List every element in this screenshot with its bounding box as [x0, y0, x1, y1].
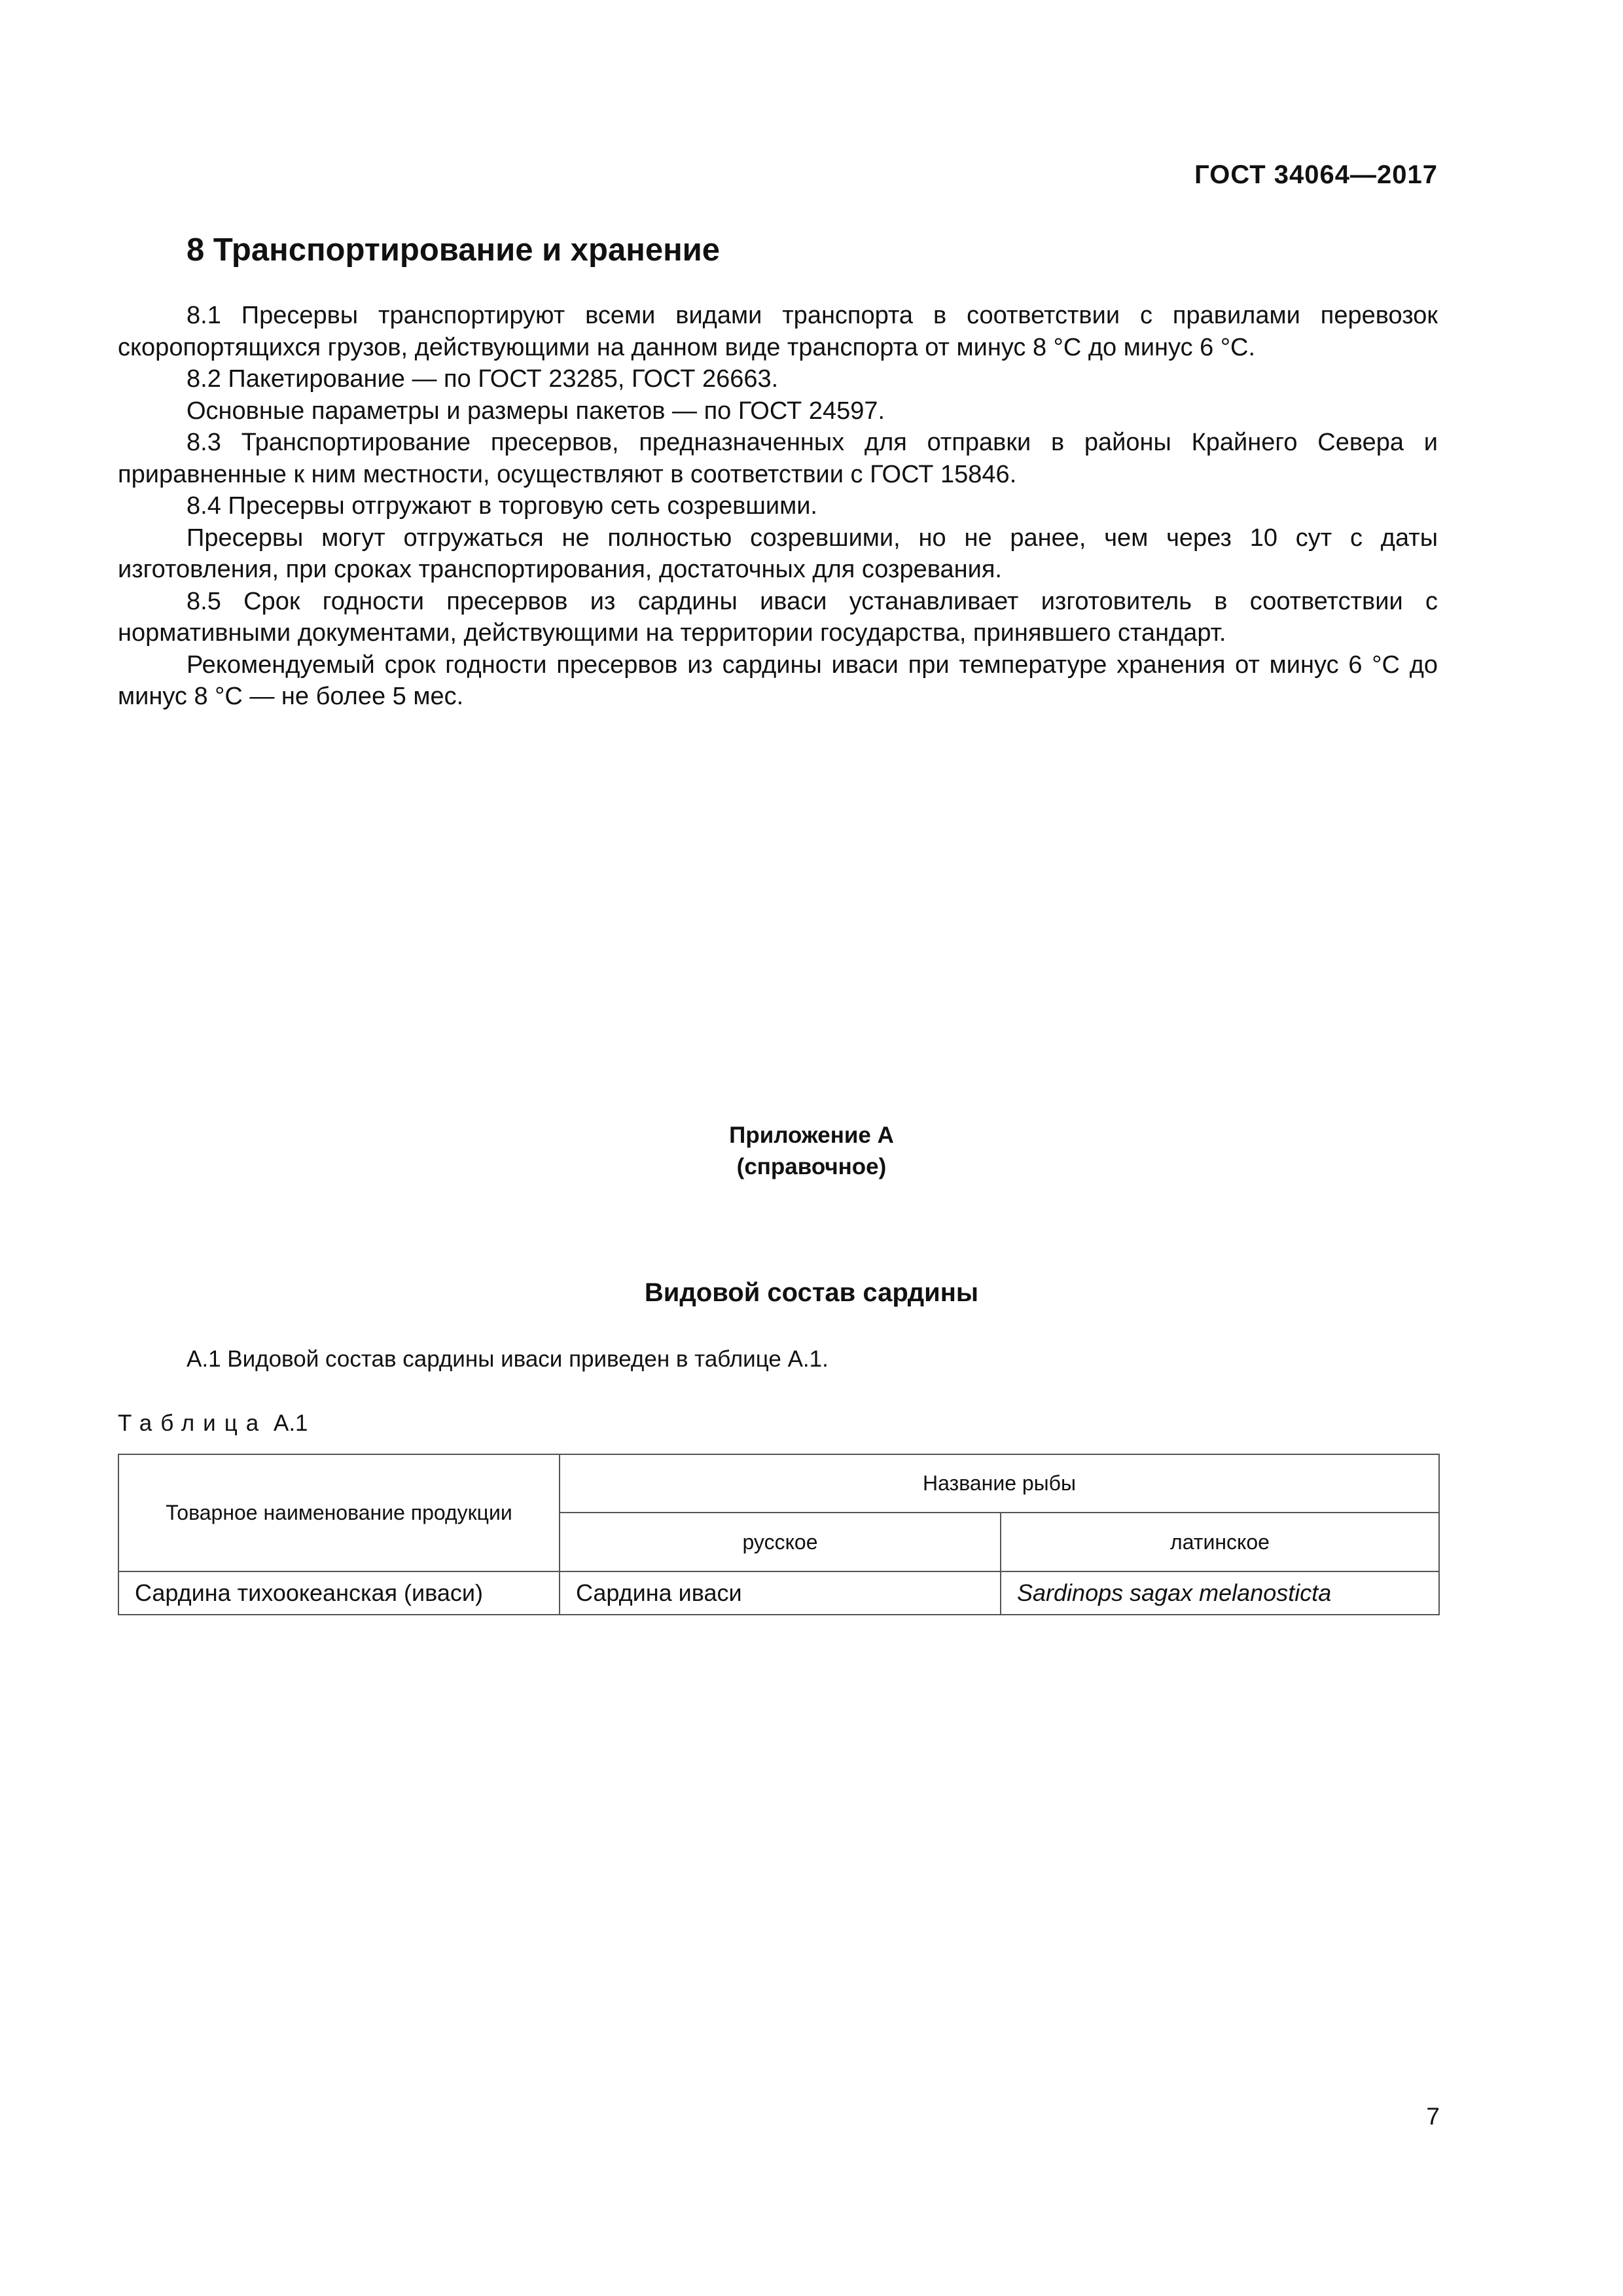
paragraph-8-5: 8.5 Срок годности пресервов из сардины иваси устанавливает изготовитель в соответствии с нормативными документами, действующими на территории государства, принявшего стандарт. [118, 587, 1438, 647]
header-product: Товарное наименование продукции [118, 1454, 560, 1571]
paragraph-8-1: 8.1 Пресервы транспортируют всеми видами транспорта в соответствии с правилами перевозок скоропортящихся грузов, действующими на данном виде транспорта от минус 8 °С до минус 6 °С. [118, 302, 1438, 361]
cell-russian: Сардина иваси [560, 1571, 1001, 1615]
section-body [118, 300, 1438, 713]
appendix-paragraph: А.1 Видовой состав сардины иваси приведен в таблице А.1. [187, 1346, 829, 1372]
table-header-row [118, 1454, 1439, 1513]
header-latin: латинское [1001, 1513, 1439, 1571]
species-table [118, 1454, 1440, 1615]
appendix-heading [0, 1120, 1623, 1183]
paragraph-8-5-recommend: Рекомендуемый срок годности пресервов из сардины иваси при температуре хранения от минус 6 °С до минус 8 °С — не более 5 мес. [118, 651, 1438, 710]
cell-latin: Sardinops sagax melanosticta [1001, 1571, 1439, 1615]
paragraph-8-2-params: Основные параметры и размеры пакетов — по ГОСТ 24597. [187, 397, 885, 425]
header-russian: русское [560, 1513, 1001, 1571]
table-caption-word: Таблица [118, 1410, 268, 1436]
section-title: 8 Транспортирование и хранение [187, 232, 721, 268]
appendix-label: Приложение А [729, 1122, 894, 1148]
table-caption-number: А.1 [273, 1410, 308, 1436]
header-fish-name: Название рыбы [560, 1454, 1439, 1513]
paragraph-8-4-note: Пресервы могут отгружаться не полностью созревшими, но не ранее, чем через 10 сут с даты изготовления, при сроках транспортирования, достаточных для созревания. [118, 524, 1438, 583]
paragraph-8-3: 8.3 Транспортирование пресервов, предназначенных для отправки в районы Крайнего Севера и приравненные к ним местности, осуществляют в соответствии с ГОСТ 15846. [118, 429, 1438, 488]
appendix-title: Видовой состав сардины [644, 1278, 979, 1307]
document-code: ГОСТ 34064—2017 [1194, 160, 1438, 189]
table-row [118, 1571, 1439, 1615]
paragraph-8-2: 8.2 Пакетирование — по ГОСТ 23285, ГОСТ 26663. [187, 365, 779, 393]
appendix-kind: (справочное) [736, 1154, 887, 1179]
table-caption [118, 1410, 308, 1437]
cell-product: Сардина тихоокеанская (иваси) [118, 1571, 560, 1615]
page-number: 7 [1426, 2103, 1440, 2130]
paragraph-8-4: 8.4 Пресервы отгружают в торговую сеть созревшими. [187, 492, 817, 520]
